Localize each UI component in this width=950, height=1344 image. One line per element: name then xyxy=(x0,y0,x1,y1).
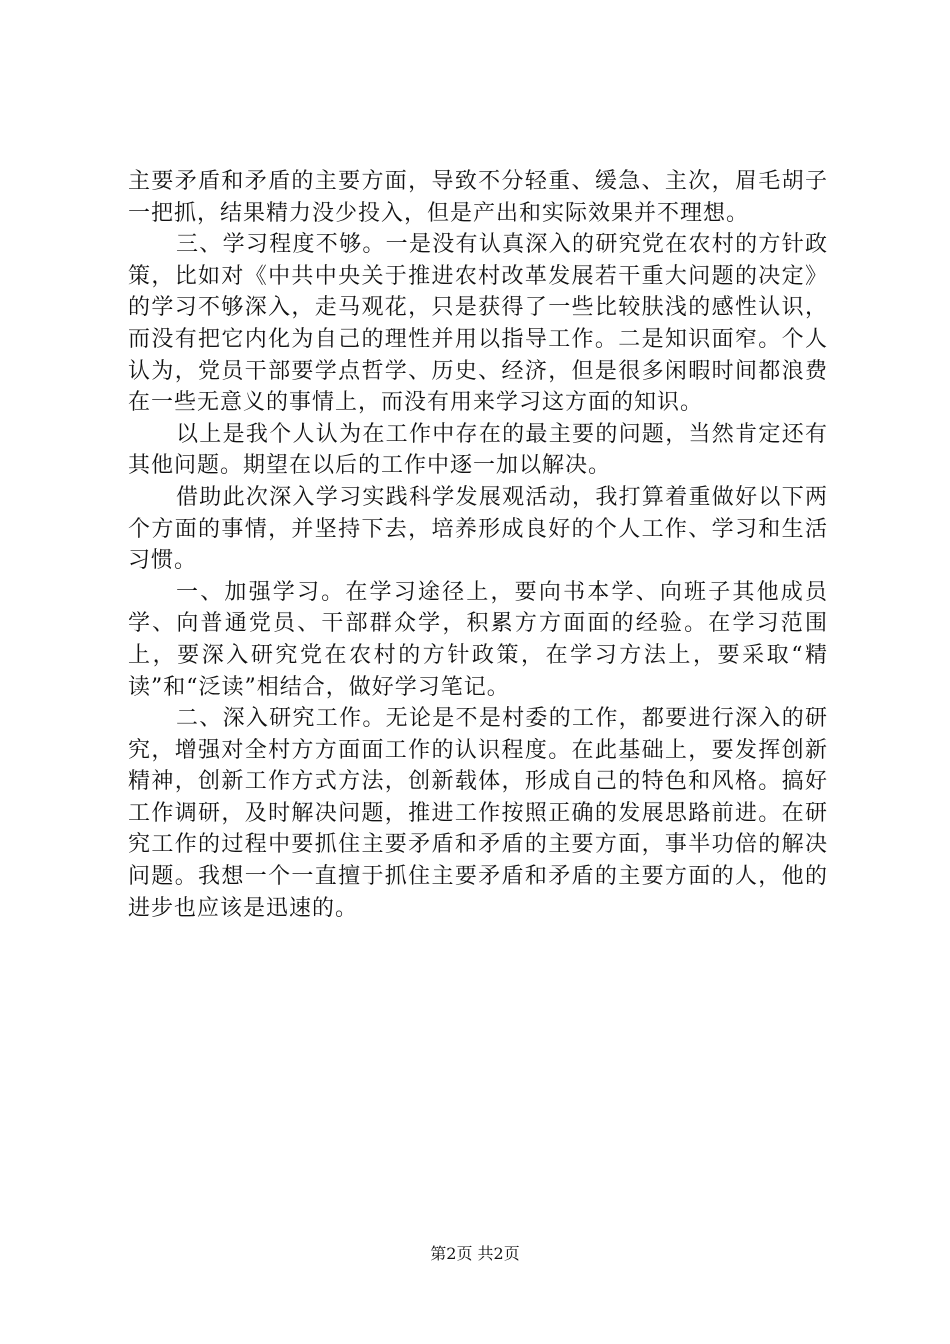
paragraph-study-insufficient: 三、学习程度不够。一是没有认真深入的研究党在农村的方针政策，比如对《中共中央关于推进农村改革发展若干重大问题的决定》的学习不够深入，走马观花，只是获得了一些比较肤浅的感性认识，而没有把它内化为自己的理性并用以指导工作。二是知识面窄。个人认为，党员干部要学点哲学、历史、经济，但是很多闲暇时间都浪费在一些无意义的事情上，而没有用来学习这方面的知识。 xyxy=(128,232,828,416)
page-footer: 第2页 共2页 xyxy=(430,1244,520,1263)
paragraph-research-work: 二、深入研究工作。无论是不是村委的工作，都要进行深入的研究，增强对全村方方面面工作的认识程度。在此基础上，要发挥创新精神，创新工作方式方法，创新载体，形成自己的特色和风格。搞好工作调研，及时解决问题，推进工作按照正确的发展思路前进。在研究工作的过程中要抓住主要矛盾和矛盾的主要方面，事半功倍的解决问题。我想一个一直擅于抓住主要矛盾和矛盾的主要方面的人，他的进步也应该是迅速的。 xyxy=(128,706,828,921)
paragraph-continuation: 主要矛盾和矛盾的主要方面，导致不分轻重、缓急、主次，眉毛胡子一把抓，结果精力没少投入，但是产出和实际效果并不理想。 xyxy=(128,169,828,226)
paragraph-summary: 以上是我个人认为在工作中存在的最主要的问题，当然肯定还有其他问题。期望在以后的工作中逐一加以解决。 xyxy=(128,421,828,479)
paragraph-strengthen-study: 一、加强学习。在学习途径上，要向书本学、向班子其他成员学、向普通党员、干部群众学，积累方方面面的经验。在学习范围上，要深入研究党在农村的方针政策，在学习方法上，要采取“精读”和“泛读”相结合，做好学习笔记。 xyxy=(128,579,828,700)
document-body xyxy=(128,166,828,924)
paragraph-plan-intro: 借助此次深入学习实践科学发展观活动，我打算着重做好以下两个方面的事情，并坚持下去，培养形成良好的个人工作、学习和生活习惯。 xyxy=(128,484,828,574)
